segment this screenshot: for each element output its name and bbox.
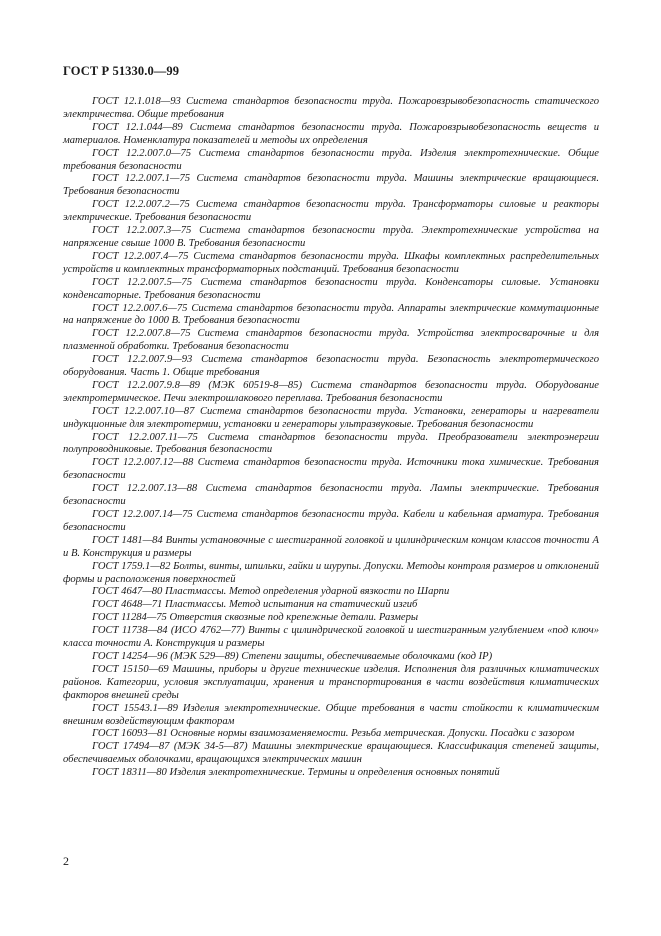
reference-entry: ГОСТ 1481—84 Винты установочные с шестигранной головкой и цилиндрическим концом классов точности А и В. Конструкция и размеры (63, 534, 599, 559)
reference-entry: ГОСТ 12.2.007.9—93 Система стандартов безопасности труда. Безопасность электротермического оборудования. Часть 1. Общие требования (63, 354, 599, 379)
reference-entry: ГОСТ 14254—96 (МЭК 529—89) Степени защиты, обеспечиваемые оболочками (код IP) (92, 650, 493, 662)
reference-entry: ГОСТ 1759.1—82 Болты, винты, шпильки, гайки и шурупы. Допуски. Методы контроля размеров и отклонений формы и расположения поверхностей (63, 560, 599, 585)
reference-entry: ГОСТ 15150—69 Машины, приборы и другие технические изделия. Исполнения для различных климатических районов. Категории, условия эксплуатации, хранения и транспортирования в части воздействия климатических факторов внешней среды (63, 663, 599, 701)
reference-entry: ГОСТ 11738—84 (ИСО 4762—77) Винты с цилиндрической головкой и шестигранным углублением «под ключ» класса точности А. Конструкция и размеры (63, 625, 599, 650)
reference-entry: ГОСТ 12.2.007.12—88 Система стандартов безопасности труда. Источники тока химические. Требования безопасности (63, 457, 599, 482)
reference-entry: ГОСТ 17494—87 (МЭК 34-5—87) Машины электрические вращающиеся. Классификация степеней защиты, обеспечиваемых оболочками, вращающихся электрических машин (63, 741, 599, 766)
reference-entry: ГОСТ 12.2.007.6—75 Система стандартов безопасности труда. Аппараты электрические коммутационные на напряжение до 1000 В. Требования безопасности (63, 302, 599, 327)
reference-entry: ГОСТ 18311—80 Изделия электротехнические. Термины и определения основных понятий (92, 767, 500, 779)
reference-entry: ГОСТ 12.2.007.5—75 Система стандартов безопасности труда. Конденсаторы силовые. Установки конденсаторные. Требования безопасности (63, 276, 599, 301)
reference-entry: ГОСТ 12.2.007.10—87 Система стандартов безопасности труда. Установки, генераторы и нагреватели индукционные для электротермии, установки и генераторы ультразвуковые. Требования безопасности (63, 405, 599, 430)
reference-entry: ГОСТ 12.2.007.0—75 Система стандартов безопасности труда. Изделия электротехнические. Общие требования безопасности (63, 147, 599, 172)
reference-entry: ГОСТ 12.2.007.3—75 Система стандартов безопасности труда. Электротехнические устройства на напряжение свыше 1000 В. Требования безопасности (63, 225, 599, 249)
reference-entry: ГОСТ 4648—71 Пластмассы. Метод испытания на статический изгиб (92, 599, 418, 611)
reference-list (63, 96, 599, 780)
reference-entry: ГОСТ 12.2.007.11—75 Система стандартов безопасности труда. Преобразователи электроэнергии полупроводниковые. Требования безопасности (63, 431, 599, 456)
reference-entry: ГОСТ 12.2.007.13—88 Система стандартов безопасности труда. Лампы электрические. Требования безопасности (63, 483, 599, 508)
reference-entry: ГОСТ 12.2.007.8—75 Система стандартов безопасности труда. Устройства электросварочные и для плазменной обработки. Требования безопасности (63, 328, 599, 353)
reference-entry: ГОСТ 12.2.007.1—75 Система стандартов безопасности труда. Машины электрические вращающиеся. Требования безопасности (63, 173, 599, 198)
reference-entry: ГОСТ 12.1.044—89 Система стандартов безопасности труда. Пожаровзрывобезопасность веществ и материалов. Номенклатура показателей и методы их определения (63, 121, 599, 146)
reference-entry: ГОСТ 12.2.007.9.8—89 (МЭК 60519-8—85) Система стандартов безопасности труда. Оборудование электротермическое. Печи электрошлакового переплава. Требования безопасности (63, 379, 599, 404)
reference-entry: ГОСТ 4647—80 Пластмассы. Метод определения ударной вязкости по Шарпи (92, 586, 450, 598)
reference-entry: ГОСТ 12.2.007.14—75 Система стандартов безопасности труда. Кабели и кабельная арматура. Требования безопасности (63, 509, 599, 533)
reference-entry: ГОСТ 12.2.007.2—75 Система стандартов безопасности труда. Трансформаторы силовые и реакторы электрические. Требования безопасности (63, 199, 599, 224)
page-number: 2 (63, 854, 69, 868)
reference-entry: ГОСТ 12.1.018—93 Система стандартов безопасности труда. Пожаровзрывобезопасность статического электричества. Общие требования (63, 96, 599, 120)
reference-entry: ГОСТ 12.2.007.4—75 Система стандартов безопасности труда. Шкафы комплектных распределительных устройств и комплектных трансформаторных подстанций. Требования безопасности (63, 250, 599, 275)
document-header: ГОСТ Р 51330.0—99 (63, 64, 180, 78)
reference-entry: ГОСТ 16093—81 Основные нормы взаимозаменяемости. Резьба метрическая. Допуски. Посадки с зазором (92, 728, 575, 740)
reference-entry: ГОСТ 11284—75 Отверстия сквозные под крепежные детали. Размеры (92, 612, 419, 624)
reference-entry: ГОСТ 15543.1—89 Изделия электротехнические. Общие требования в части стойкости к климатическим внешним воздействующим факторам (63, 702, 599, 727)
